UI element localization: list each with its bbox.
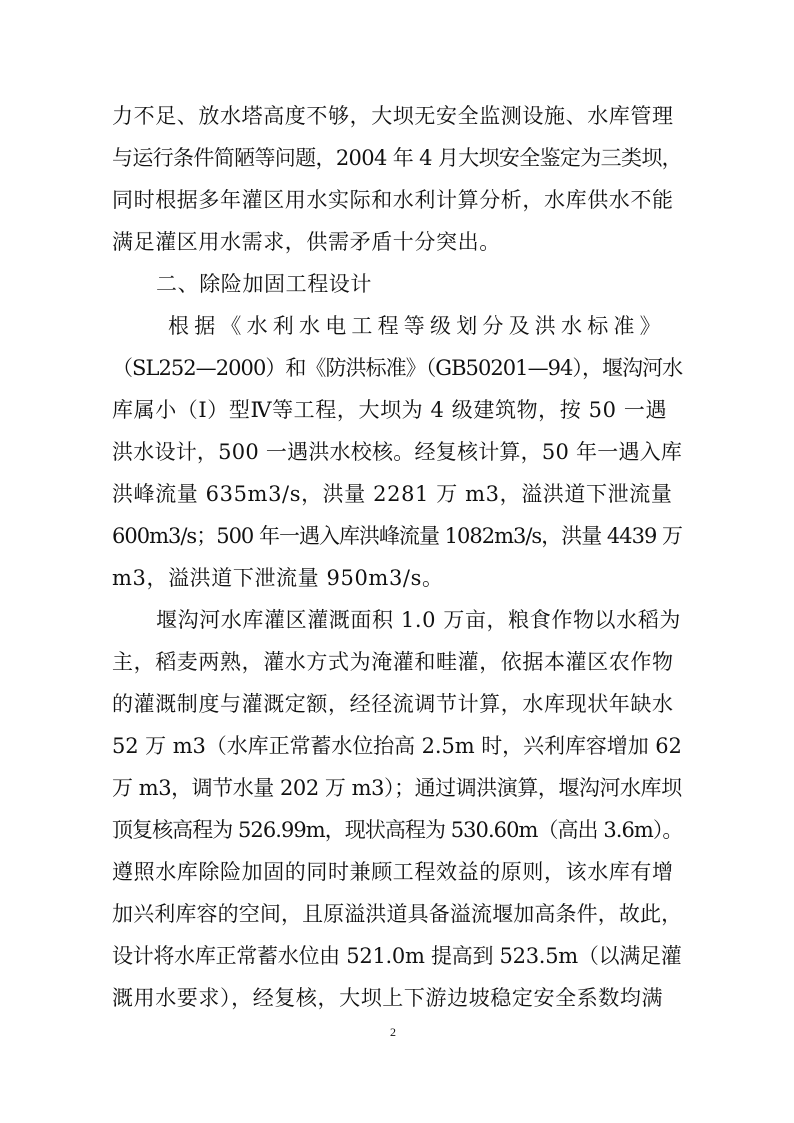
page-number: 2 xyxy=(390,1025,396,1039)
text-line: 与运行条件简陋等问题，2004 年 4 月大坝安全鉴定为三类坝， xyxy=(112,146,683,170)
text-line: 溉用水要求），经复核，大坝上下游边坡稳定安全系数均满 xyxy=(112,986,664,1010)
text-line: 600m3/s；500 年一遇入库洪峰流量 1082m3/s，洪量 4439 万 xyxy=(112,524,683,548)
text-line: 设计将水库正常蓄水位由 521.0m 提高到 523.5m（以满足灌 xyxy=(112,944,682,968)
text-line: 主，稻麦两熟，灌水方式为淹灌和畦灌，依据本灌区农作物 xyxy=(112,650,674,674)
text-line: 的灌溉制度与灌溉定额，经径流调节计算，水库现状年缺水 xyxy=(112,692,674,716)
text-line: 洪水设计，500 一遇洪水校核。经复核计算，50 年一遇入库 xyxy=(112,440,683,464)
text-line: （SL252—2000）和《防洪标准》（GB50201—94），堰沟河水 xyxy=(112,356,683,380)
text-line: 52 万 m3（水库正常蓄水位抬高 2.5m 时，兴利库容增加 62 xyxy=(112,734,682,758)
text-line: 满足灌区用水需求，供需矛盾十分突出。 xyxy=(112,230,501,254)
text-line: m3，溢洪道下泄流量 950m3/s。 xyxy=(112,566,444,590)
text-line: 库属小（Ⅰ）型Ⅳ等工程，大坝为 4 级建筑物，按 50 一遇 xyxy=(112,398,668,422)
text-line: 遵照水库除险加固的同时兼顾工程效益的原则，该水库有增 xyxy=(112,860,674,884)
section-heading: 二、除险加固工程设计 xyxy=(156,272,372,296)
text-line: 万 m3，调节水量 202 万 m3）；通过调洪演算，堰沟河水库坝 xyxy=(112,776,682,800)
text-line: 加兴利库容的空间，且原溢洪道具备溢流堰加高条件，故此， xyxy=(112,902,683,926)
text-line: 堰沟河水库灌区灌溉面积 1.0 万亩，粮食作物以水稻为 xyxy=(156,608,681,632)
text-line: 顶复核高程为 526.99m，现状高程为 530.60m（高出 3.6m）。 xyxy=(112,818,683,842)
text-line: 根据《水利水电工程等级划分及洪水标准》 xyxy=(168,314,666,338)
text-line: 力不足、放水塔高度不够，大坝无安全监测设施、水库管理 xyxy=(112,104,674,128)
text-line: 洪峰流量 635m3/s，洪量 2281 万 m3，溢洪道下泄流量 xyxy=(112,482,673,506)
text-line: 同时根据多年灌区用水实际和水利计算分析，水库供水不能 xyxy=(112,188,674,212)
